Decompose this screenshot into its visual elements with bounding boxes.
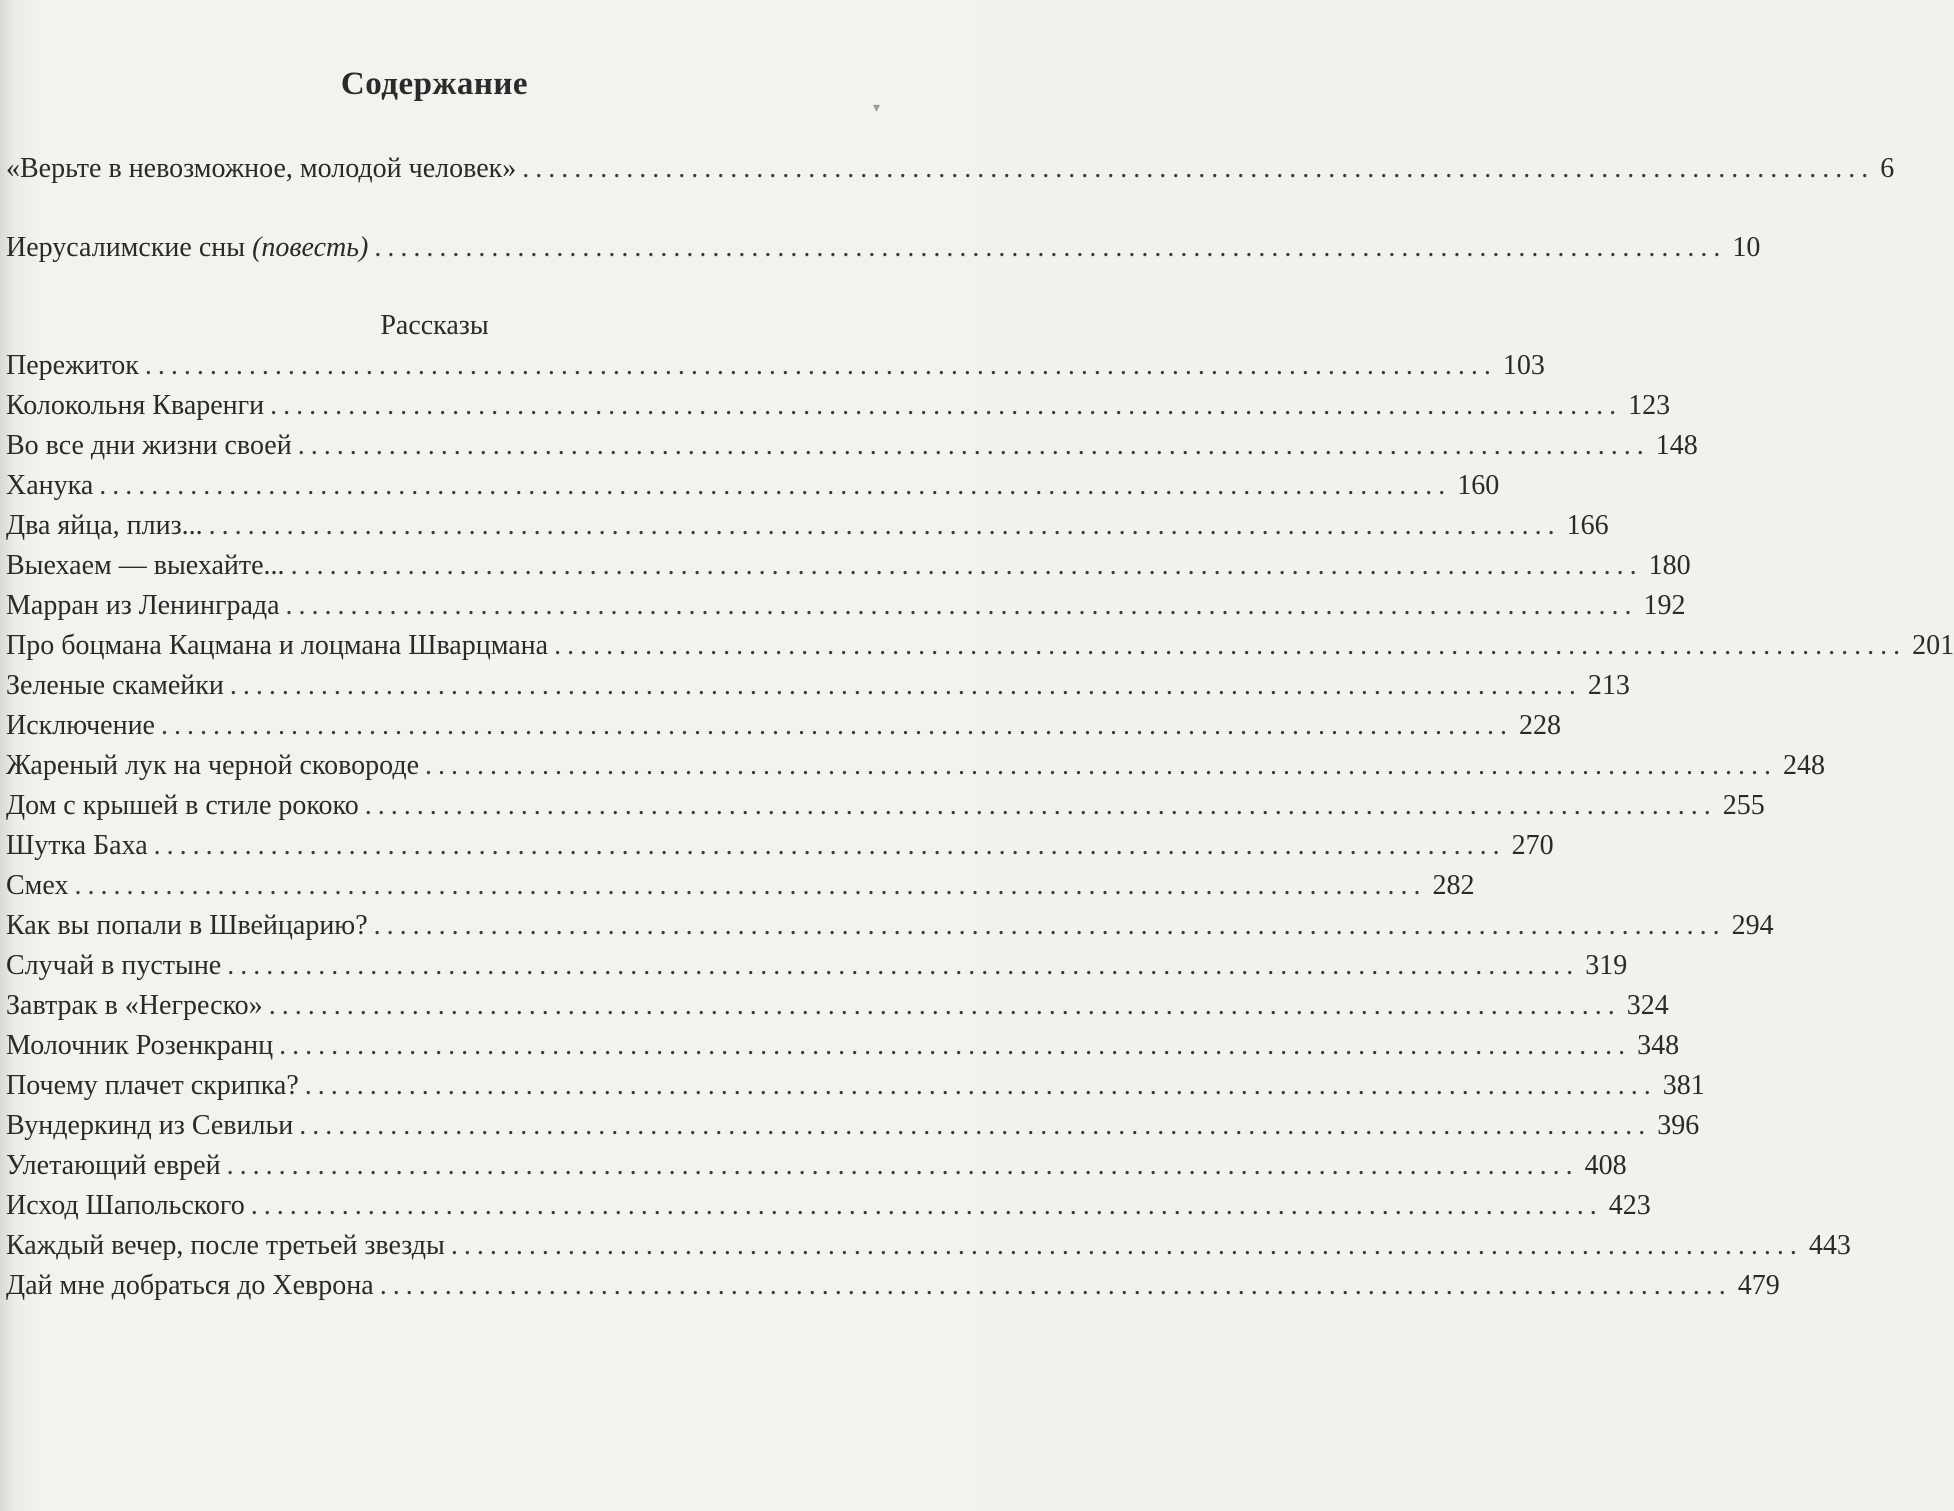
toc-entry-title: «Верьте в невозможное, молодой человек» (6, 153, 517, 184)
toc-entry (6, 469, 1500, 503)
toc-entry-title: Исход Шапольского (6, 1190, 245, 1221)
toc-entry-page: 148 (1655, 430, 1698, 461)
dot-leader: ........................................................................................................ (554, 630, 1907, 661)
dot-leader: ........................................................................................................ (379, 1270, 1732, 1301)
dot-leader: ........................................................................................................ (74, 870, 1427, 901)
section-heading: Рассказы (380, 310, 489, 341)
toc-entry-page: 255 (1722, 790, 1765, 821)
dot-leader: ........................................................................................................ (226, 1150, 1579, 1181)
toc-entry-title: Два яйца, плиз... (6, 510, 203, 541)
toc-entry-title: Выехаем — выехайте... (6, 550, 285, 581)
toc-entry-title-italic: (повесть) (252, 232, 369, 263)
dot-leader: ........................................................................................................ (522, 153, 1875, 184)
toc-entry-page: 123 (1628, 390, 1671, 421)
toc-entry (6, 789, 1765, 823)
dot-leader: ........................................................................................................ (229, 670, 1582, 701)
toc-entry (6, 152, 1895, 186)
toc-entry-title: Жареный лук на черной сковороде (6, 750, 419, 781)
toc-entry (6, 509, 1609, 543)
toc-entry-page: 294 (1731, 910, 1774, 941)
toc-entry-page: 381 (1662, 1070, 1705, 1101)
toc-entry (6, 1149, 1627, 1183)
dot-leader: ........................................................................................................ (450, 1230, 1803, 1261)
toc-entry-title: Колокольня Кваренги (6, 390, 265, 421)
toc-entry-title: Пережиток (6, 350, 139, 381)
dot-leader: ........................................................................................................ (208, 510, 1561, 541)
toc-entry-page: 192 (1643, 590, 1686, 621)
toc-entry (6, 389, 1671, 423)
toc-entry (6, 1109, 1700, 1143)
toc-entry-title: Почему плачет скрипка? (6, 1070, 299, 1101)
corner-mark-icon: ▾ (873, 100, 881, 116)
toc-entry (6, 1029, 1680, 1063)
dot-leader: ........................................................................................................ (279, 1030, 1632, 1061)
toc-entry (6, 429, 1698, 463)
toc-entry-page: 348 (1637, 1030, 1680, 1061)
toc-entry-page: 443 (1808, 1230, 1851, 1261)
dot-leader: ........................................................................................................ (160, 710, 1513, 741)
toc-entry-title: Исключение (6, 710, 155, 741)
toc-entry-page: 228 (1518, 710, 1561, 741)
toc-entry-page: 213 (1587, 670, 1630, 701)
toc-entry-title: Улетающий еврей (6, 1150, 221, 1181)
toc-entry (6, 949, 1628, 983)
dot-leader: ........................................................................................................ (304, 1070, 1657, 1101)
toc-entry-title: Завтрак в «Негреско» (6, 990, 263, 1021)
toc-entry-title: Вундеркинд из Севильи (6, 1110, 294, 1141)
toc-entry-page: 324 (1626, 990, 1669, 1021)
toc-entry (6, 669, 1630, 703)
dot-leader: ........................................................................................................ (250, 1190, 1603, 1221)
dot-leader: ........................................................................................................ (268, 990, 1621, 1021)
toc-entry-title: Зеленые скамейки (6, 670, 224, 701)
toc-entry-page: 270 (1511, 830, 1554, 861)
toc-entry (6, 1189, 1651, 1223)
toc-entry (6, 1269, 1780, 1303)
toc-entry-page: 396 (1657, 1110, 1700, 1141)
toc-entry-title: Как вы попали в Швейцарию? (6, 910, 368, 941)
toc-entry-page: 408 (1584, 1150, 1627, 1181)
toc-entry-page: 166 (1566, 510, 1609, 541)
toc-entry (6, 231, 1761, 265)
toc-entry-page: 423 (1608, 1190, 1651, 1221)
dot-leader: ........................................................................................................ (364, 790, 1717, 821)
dot-leader: ........................................................................................................ (153, 830, 1506, 861)
toc-entry-title: Молочник Розенкранц (6, 1030, 274, 1061)
page-title: Содержание (340, 66, 529, 102)
toc-entry-page: 319 (1585, 950, 1628, 981)
toc-entry-page: 282 (1432, 870, 1475, 901)
toc-entry (6, 549, 1691, 583)
toc-entry (6, 869, 1475, 903)
toc-entry-title-main: Иерусалимские сны (6, 232, 253, 263)
toc-entry (6, 589, 1686, 623)
toc-entry-title (6, 231, 368, 265)
dot-leader: ........................................................................................................ (285, 590, 1638, 621)
dot-leader: ........................................................................................................ (227, 950, 1580, 981)
dot-leader: ........................................................................................................ (290, 550, 1643, 581)
toc-entry-page: 180 (1648, 550, 1691, 581)
toc-entry-title: Дай мне добраться до Хеврона (6, 1270, 374, 1301)
toc-entry-page: 10 (1732, 232, 1761, 263)
dot-leader: ........................................................................................................ (299, 1110, 1652, 1141)
toc-entry-title: Шутка Баха (6, 830, 148, 861)
toc-entry-title: Случай в пустыне (6, 950, 222, 981)
toc-entry-title: Дом с крышей в стиле рококо (6, 790, 359, 821)
toc-entry-title: Каждый вечер, после третьей звезды (6, 1230, 445, 1261)
toc-entry (6, 629, 1954, 663)
toc-entry-page: 248 (1783, 750, 1825, 781)
dot-leader: ........................................................................................................ (99, 470, 1452, 501)
toc-entry-title: Марран из Ленинграда (6, 590, 280, 621)
toc-entry (6, 909, 1774, 943)
dot-leader: ........................................................................................................ (297, 430, 1650, 461)
toc-entry-title: Во все дни жизни своей (6, 430, 292, 461)
dot-leader: ........................................................................................................ (374, 232, 1727, 263)
toc-entry (6, 1069, 1705, 1103)
toc-entry-page: 479 (1737, 1270, 1780, 1301)
toc-entry (6, 749, 1825, 783)
toc-entry-title: Ханука (6, 470, 94, 501)
toc-entry (6, 989, 1669, 1023)
toc-entry (6, 829, 1554, 863)
dot-leader: ........................................................................................................ (373, 910, 1726, 941)
toc-entry (6, 1229, 1851, 1263)
dot-leader: ........................................................................................................ (425, 750, 1777, 781)
toc-entry-title: Смех (6, 870, 69, 901)
toc-entry (6, 709, 1561, 743)
toc-entry-page: 201 (1912, 630, 1954, 661)
toc-entry-title: Про боцмана Кацмана и лоцмана Шварцмана (6, 630, 549, 661)
dot-leader: ........................................................................................................ (144, 350, 1497, 381)
toc-entry-page: 160 (1457, 470, 1500, 501)
toc-entry-page: 6 (1880, 153, 1895, 184)
toc-entry-page: 103 (1502, 350, 1545, 381)
dot-leader: ........................................................................................................ (270, 390, 1623, 421)
toc-entry (6, 349, 1545, 383)
